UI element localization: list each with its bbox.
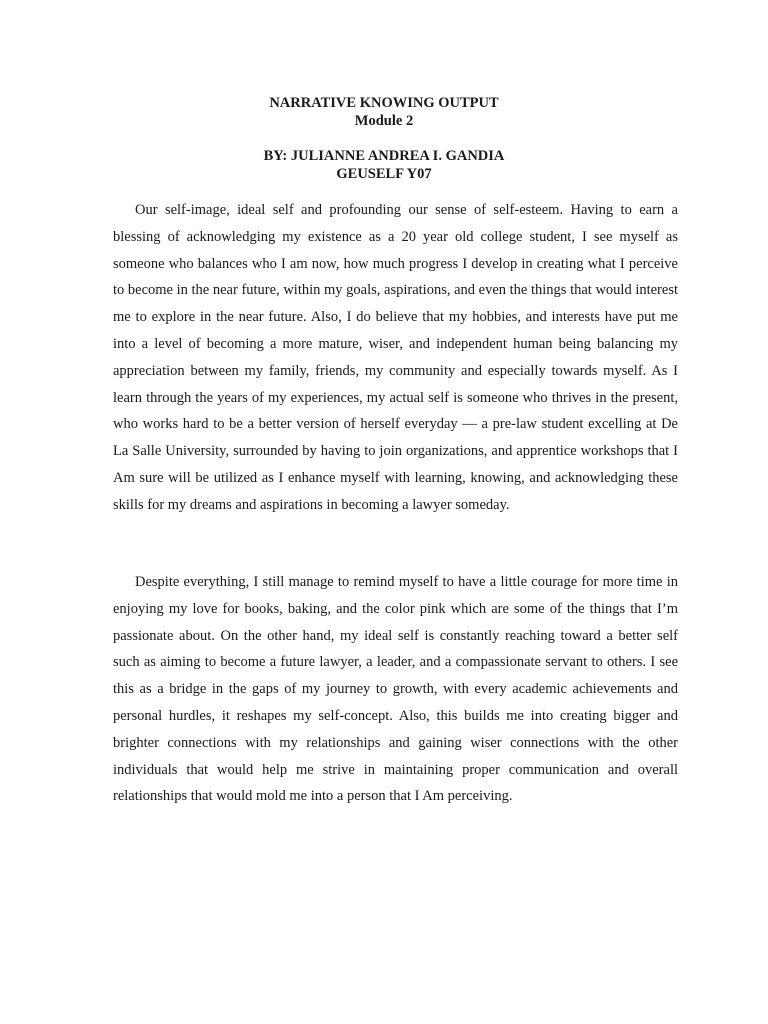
body-paragraph-1: Our self-image, ideal self and profounding our sense of self-esteem. Having to earn a blessing of acknowledging my existence as a 20 year old college student, I see myself as someone who balances who I am now, how much progress I develop in creating what I perceive to become in the near future, within my goals, aspirations, and even the things that would interest me to explore in the near future. Also, I do believe that my hobbies, and interests have put me into a level of becoming a more mature, wiser, and independent human being balancing my appreciation between my family, friends, my community and especially towards myself. As I learn through the years of my experiences, my actual self is someone who thrives in the present, who works hard to be a better version of herself everyday — a pre-law student excelling at De La Salle University, surrounded by having to join organizations, and apprentice workshops that I Am sure will be utilized as I enhance myself with learning, knowing, and acknowledging these skills for my dreams and aspirations in becoming a lawyer someday. bbox=[113, 202, 678, 513]
section-line: GEUSELF Y07 bbox=[336, 166, 432, 182]
author-block bbox=[0, 147, 768, 183]
title-block bbox=[0, 94, 768, 130]
document-subtitle: Module 2 bbox=[354, 113, 414, 129]
author-line: BY: JULIANNE ANDREA I. GANDIA bbox=[263, 148, 505, 164]
body-paragraph-2: Despite everything, I still manage to remind myself to have a little courage for more time in enjoying my love for books, baking, and the color pink which are some of the things that I’m passionate about. On the other hand, my ideal self is constantly reaching toward a better self such as aiming to become a future lawyer, a leader, and a compassionate servant to others. I see this as a bridge in the gaps of my journey to growth, with every academic achievements and personal hurdles, it reshapes my self-concept. Also, this builds me into creating bigger and brighter connections with my relationships and gaining wiser connections with the other individuals that would help me strive in maintaining proper communication and overall relationships that would mold me into a person that I Am perceiving. bbox=[113, 574, 678, 805]
document-title: NARRATIVE KNOWING OUTPUT bbox=[269, 95, 499, 111]
